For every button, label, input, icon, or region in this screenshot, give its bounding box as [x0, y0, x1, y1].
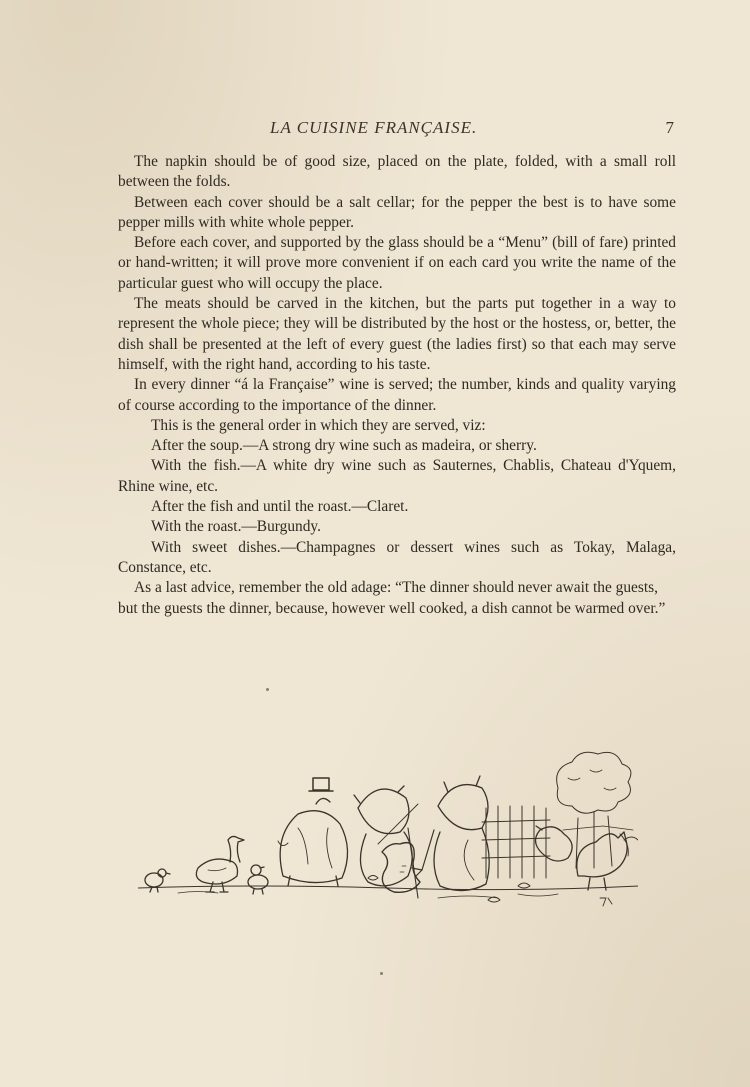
- paragraph-salt-cellar: Between each cover should be a salt cellar; for the pepper the best is to have some pepper mills with white whole pepper.: [118, 193, 676, 231]
- paragraph-menu: Before each cover, and supported by the glass should be a “Menu” (bill of fare) printed or hand-written; it will prove more convenient if on each card you write the name of the particular guest who will occupy the place.: [118, 234, 676, 292]
- page-header: [118, 118, 678, 142]
- page-number: 7: [665, 118, 674, 137]
- paragraph-wine: In every dinner “á la Française” wine is served; the number, kinds and quality varying of course according to the importance of the dinner.: [118, 376, 676, 414]
- paper-speck: [266, 688, 269, 691]
- paper-speck: [380, 972, 383, 975]
- artist-signature-mark: [600, 898, 612, 906]
- paragraph-general-order: This is the general order in which they are served, viz:: [151, 416, 486, 434]
- running-title: LA CUISINE FRANÇAISE.: [270, 118, 478, 137]
- animal-musicians-illustration: [138, 748, 638, 918]
- pig-cello-player-drawing: [354, 786, 420, 898]
- paragraph-with-fish: With the fish.—A white dry wine such as Sauternes, Chablis, Chateau d'Yquem, Rhine wine, etc.: [118, 457, 676, 495]
- chick-drawing: [145, 869, 170, 892]
- hen-drawing: [536, 826, 573, 861]
- paragraph-after-fish: After the fish and until the roast.—Claret.: [151, 498, 409, 516]
- body-text: [118, 152, 676, 619]
- duckling-drawing: [248, 865, 268, 894]
- pig-with-top-hat-drawing: [278, 778, 348, 886]
- paragraph-after-soup: After the soup.—A strong dry wine such as madeira, or sherry.: [151, 437, 537, 455]
- paragraph-last-advice: As a last advice, remember the old adage: “The dinner should never await the guests, but the guests the dinner, because, however well cooked, a dish cannot be warmed over.”: [118, 579, 666, 617]
- tree-drawing: [557, 752, 633, 868]
- paragraph-meats: The meats should be carved in the kitchen, but the parts put together in a way to represent the whole piece; they will be distributed by the host or the hostess, or, better, the dish shall be presented at the left of every guest (the ladies first) so that each may serve himself, with the right hand, according to his taste.: [118, 295, 676, 373]
- paragraph-with-roast: With the roast.—Burgundy.: [151, 518, 321, 536]
- paragraph-sweet-dishes: With sweet dishes.—Champagnes or dessert wines such as Tokay, Malaga, Constance, etc.: [118, 538, 676, 576]
- pig-horn-player-drawing: [412, 776, 489, 891]
- fence-drawing: [482, 806, 550, 878]
- rooster-drawing: [577, 832, 638, 890]
- paragraph-napkin: The napkin should be of good size, placed on the plate, folded, with a small roll between the folds.: [118, 153, 676, 191]
- duck-drawing: [196, 836, 244, 892]
